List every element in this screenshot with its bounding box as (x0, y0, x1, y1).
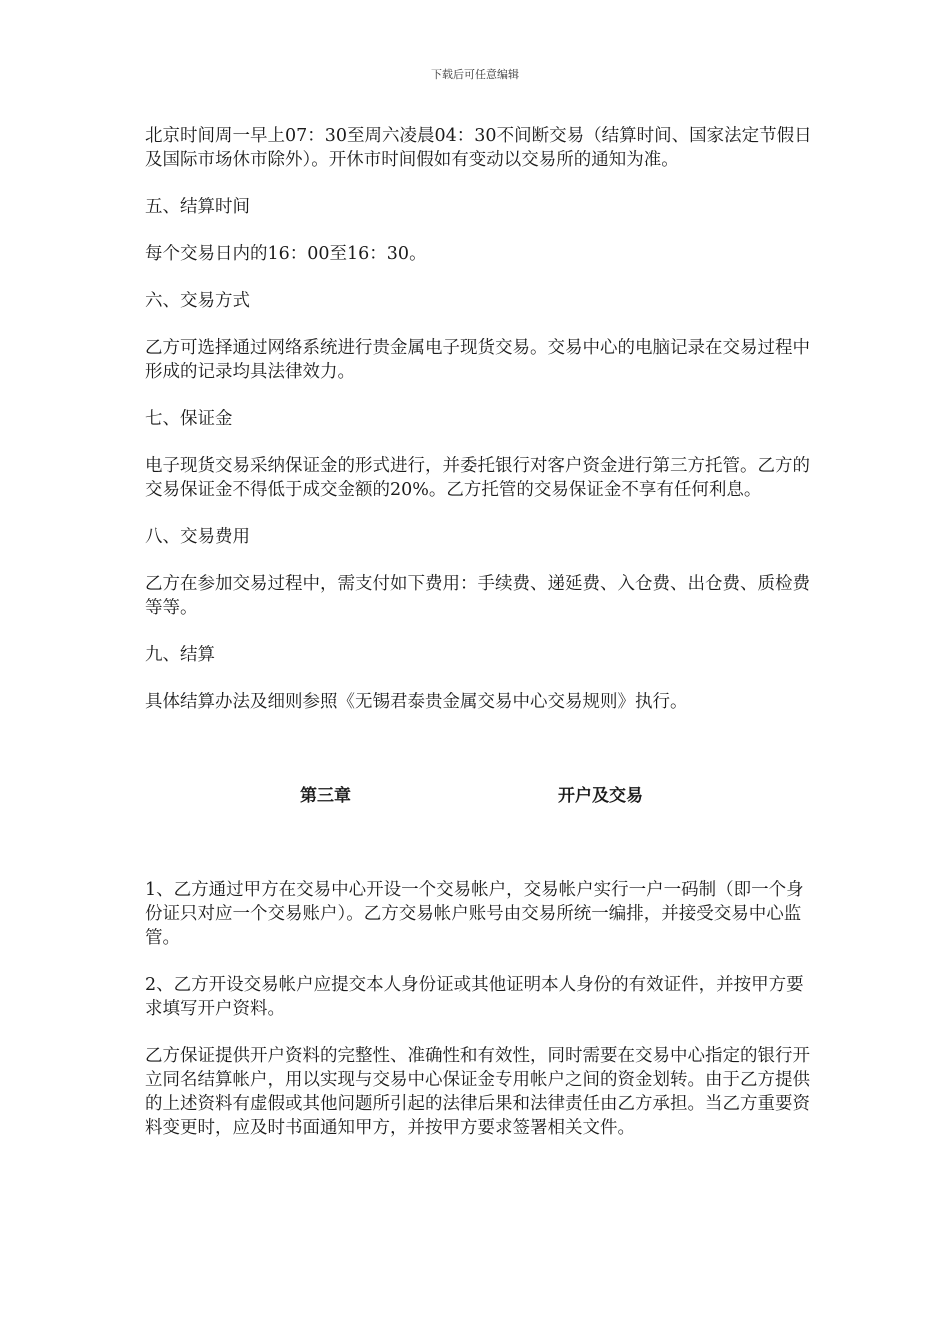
chapter-title: 开户及交易 (558, 786, 643, 806)
heading-settlement: 九、结算 (145, 645, 215, 665)
heading-margin: 七、保证金 (145, 409, 233, 429)
heading-trading-method: 六、交易方式 (145, 291, 250, 311)
heading-trading-fees: 八、交易费用 (145, 527, 250, 547)
page-header-note: 下载后可任意编辑 (431, 68, 519, 81)
paragraph-account-opening-1: 1、乙方通过甲方在交易中心开设一个交易帐户，交易帐户实行一户一码制（即一个身份证只对应一个交易账户）。乙方交易帐户账号由交易所统一编排，并接受交易中心监管。 (145, 880, 804, 948)
paragraph-trading-fees: 乙方在参加交易过程中，需支付如下费用：手续费、递延费、入仓费、出仓费、质检费等等。 (145, 574, 810, 618)
heading-settlement-time: 五、结算时间 (145, 197, 250, 217)
document-body (145, 124, 815, 1140)
chapter-heading (145, 784, 815, 808)
paragraph-trading-hours: 北京时间周一早上07：30至周六凌晨04：30不间断交易（结算时间、国家法定节假日及国际市场休市除外）。开休市时间假如有变动以交易所的通知为准。 (145, 126, 812, 170)
paragraph-trading-method: 乙方可选择通过网络系统进行贵金属电子现货交易。交易中心的电脑记录在交易过程中形成的记录均具法律效力。 (145, 338, 810, 382)
paragraph-settlement: 具体结算办法及细则参照《无锡君泰贵金属交易中心交易规则》执行。 (145, 692, 688, 712)
paragraph-account-guarantee: 乙方保证提供开户资料的完整性、准确性和有效性，同时需要在交易中心指定的银行开立同名结算帐户，用以实现与交易中心保证金专用帐户之间的资金划转。由于乙方提供的上述资料有虚假或其他问题所引起的法律后果和法律责任由乙方承担。当乙方重要资料变更时，应及时书面通知甲方，并按甲方要求签署相关文件。 (145, 1046, 810, 1138)
chapter-number: 第三章 (300, 786, 351, 806)
paragraph-settlement-time: 每个交易日内的16：00至16：30。 (145, 244, 427, 264)
paragraph-margin: 电子现货交易采纳保证金的形式进行，并委托银行对客户资金进行第三方托管。乙方的交易保证金不得低于成交金额的20%。乙方托管的交易保证金不享有任何利息。 (145, 456, 810, 500)
paragraph-account-opening-2: 2、乙方开设交易帐户应提交本人身份证或其他证明本人身份的有效证件，并按甲方要求填写开户资料。 (145, 975, 804, 1019)
